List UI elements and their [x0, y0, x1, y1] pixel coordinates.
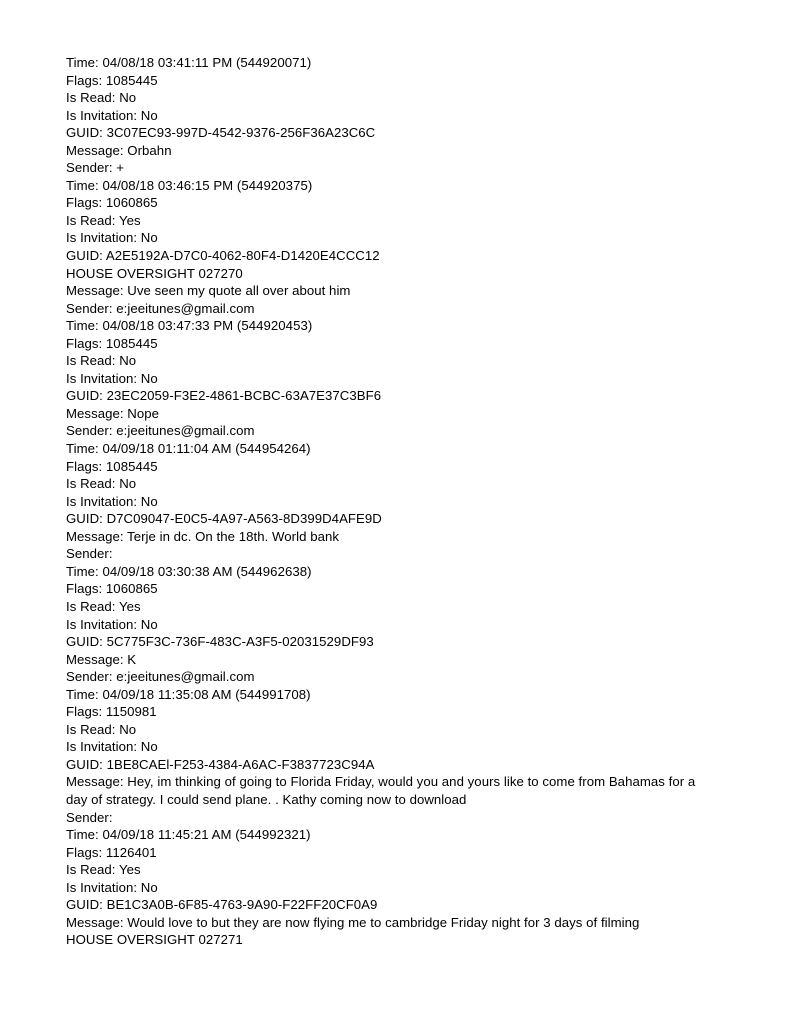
document-line: Is Invitation: No	[66, 493, 158, 509]
document-line: Time: 04/09/18 03:30:38 AM (544962638)	[66, 563, 312, 579]
document-line: Flags: 1150981	[66, 704, 157, 720]
document-line: Message: Orbahn	[66, 142, 172, 158]
document-line: Time: 04/09/18 11:45:21 AM (544992321)	[66, 827, 311, 843]
document-line: Time: 04/08/18 03:41:11 PM (544920071)	[66, 55, 312, 70]
document-line: Message: K	[66, 651, 137, 667]
document-line: HOUSE OVERSIGHT 027271	[66, 932, 243, 948]
document-line: Flags: 1085445	[66, 458, 158, 474]
document-line: Is Invitation: No	[66, 230, 158, 246]
document-line: Message: Hey, im thinking of going to Florida Friday, would you and yours like to come from Bahamas for a day of strategy. I could send plane. . Kathy coming now to download	[66, 774, 699, 807]
document-line: Flags: 1060865	[66, 581, 158, 597]
document-line: HOUSE OVERSIGHT 027270	[66, 265, 243, 281]
document-line: Is Read: No	[66, 476, 137, 492]
document-line: Sender: e:jeeitunes@gmail.com	[66, 423, 255, 439]
document-line: Is Read: Yes	[66, 598, 141, 614]
document-line: Flags: 1060865	[66, 195, 158, 211]
document-line: Is Read: No	[66, 353, 137, 369]
document-line: Sender: e:jeeitunes@gmail.com	[66, 300, 255, 316]
document-line: GUID: 3C07EC93-997D-4542-9376-256F36A23C6C	[66, 125, 376, 141]
document-line: Is Read: No	[66, 721, 137, 737]
document-line: Sender: e:jeeitunes@gmail.com	[66, 669, 255, 685]
document-line: Sender:	[66, 809, 113, 825]
document-line: Message: Uve seen my quote all over about him	[66, 283, 351, 299]
document-line: Sender: +	[66, 160, 125, 176]
document-line: Flags: 1126401	[66, 844, 157, 860]
document-line: Is Read: Yes	[66, 862, 141, 878]
document-line: Is Invitation: No	[66, 370, 158, 386]
document-line: Is Invitation: No	[66, 107, 158, 123]
document-line: Time: 04/08/18 03:46:15 PM (544920375)	[66, 177, 313, 193]
document-line: Message: Terje in dc. On the 18th. World bank	[66, 528, 339, 544]
document-line: Flags: 1085445	[66, 72, 158, 88]
document-line: Flags: 1085445	[66, 335, 158, 351]
document-line: Is Invitation: No	[66, 616, 158, 632]
document-line: GUID: D7C09047-E0C5-4A97-A563-8D399D4AFE9D	[66, 511, 382, 527]
document-line: GUID: A2E5192A-D7C0-4062-80F4-D1420E4CCC12	[66, 248, 380, 264]
document-line: GUID: 5C775F3C-736F-483C-A3F5-02031529DF93	[66, 634, 374, 650]
document-line: GUID: 23EC2059-F3E2-4861-BCBC-63A7E37C3BF6	[66, 388, 382, 404]
document-line: Sender:	[66, 546, 113, 562]
document-line: GUID: BE1C3A0B-6F85-4763-9A90-F22FF20CF0A9	[66, 897, 378, 913]
document-line: Time: 04/09/18 11:35:08 AM (544991708)	[66, 686, 311, 702]
document-line: Is Invitation: No	[66, 739, 158, 755]
document-line: Time: 04/09/18 01:11:04 AM (544954264)	[66, 441, 311, 457]
document-line: Is Invitation: No	[66, 879, 158, 895]
document-text-body	[66, 54, 706, 949]
document-line: Is Read: No	[66, 90, 137, 106]
document-line: GUID: 1BE8CAEl-F253-4384-A6AC-F3837723C94A	[66, 756, 375, 772]
document-line: Time: 04/08/18 03:47:33 PM (544920453)	[66, 318, 313, 334]
document-line: Message: Nope	[66, 405, 160, 421]
document-line: Message: Would love to but they are now flying me to cambridge Friday night for 3 days of filming	[66, 914, 640, 930]
document-line: Is Read: Yes	[66, 212, 141, 228]
